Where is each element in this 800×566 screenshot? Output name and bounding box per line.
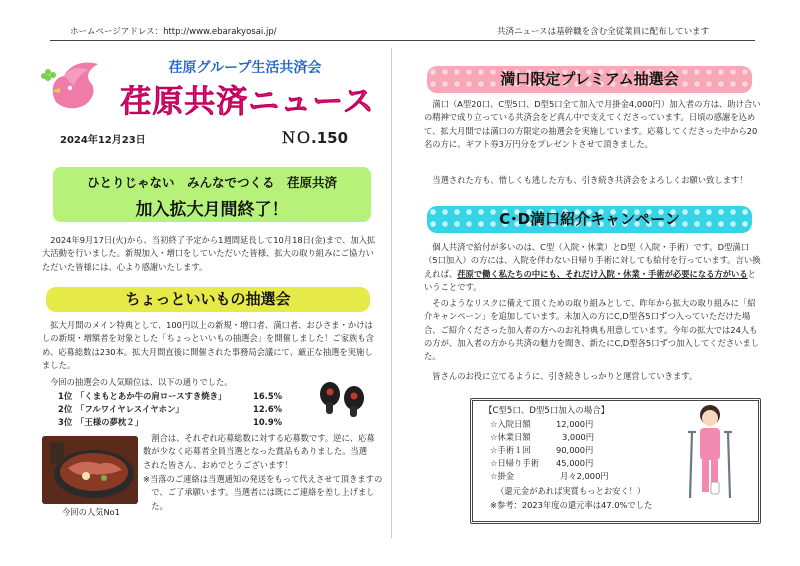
article2-notification-note: ※当落のご連絡は当選通知の発送をもって代えさせて頂きますので、ご了承願います。当選者には既にご連絡を差し上げました。 <box>143 474 383 511</box>
article4-campaign-text: そのようなリスクに備えて頂くための取り組みとして、昨年から拡大の取り組みに「紹介キャンペーン」を追加しています。未加入の方にC,D型各5口ずつ入っていただけた場合、ご紹介くださった加入者の方へのお礼特典も用意しています。今年の拡大では24人もの方が、加入者の方から共済の魅力を聞き、新たにC,D型各5口ずつ加入してくださいました。 <box>424 298 760 362</box>
prize-rank: 2位 <box>58 404 73 414</box>
benefit-row <box>490 470 650 483</box>
article2-body: 拡大月間のメイン特典として、100円以上の新規・増口者、満口者、おひさま・かけはしの新規・増額者を対象とした「ちょっといいもの抽選会」を開催しました！ご家族も含め、応募総数は230本。拡大月間直後に開催された事務局会議にて、厳正な抽選を実施しました。 <box>42 320 374 370</box>
benefit-row <box>490 431 650 444</box>
article1-banner-line2: 加入拡大月間終了！ <box>135 200 289 220</box>
benefit-value: 45,000円 <box>556 458 594 469</box>
header-divider <box>50 40 755 41</box>
prize-row <box>58 403 298 416</box>
benefit-value: 3,000円 <box>562 432 595 443</box>
refund-note: （還元金があれば実質もっとお安く！） <box>496 486 646 496</box>
prize-name: 「フルワイヤレスイヤホン」 <box>76 404 184 414</box>
benefit-label: ☆休業日額 <box>490 432 531 443</box>
refund-rate-reference: ※参考：2023年度の還元率は47.0%でした <box>490 500 653 510</box>
article1-banner-line1: ひとりじゃない みんなでつくる 荏原共済 <box>86 175 337 190</box>
column-divider <box>391 48 392 538</box>
article2-heading: ちょっといいもの抽選会 <box>46 287 370 312</box>
prize-ranking-list <box>58 390 298 429</box>
article4-body-text: 個人共済で給付が多いのは、C型（入院・休業）とD型（入院・手術）です。D型満口（5口加入）の方には、入院を伴わない日帰り手術に対しても給付を行っています。言い換えれば、 <box>424 242 761 279</box>
org-name: 荏原グループ生活共済会 <box>168 60 322 76</box>
benefit-box-title: 【C型5口、D型5口加入の場合】 <box>484 406 610 416</box>
benefit-row <box>490 444 650 457</box>
photo-caption: 今回の人気No1 <box>61 507 121 517</box>
article1-body: 2024年9月17日(火)から、当初終了予定から1週間延長して10月18日(金)まで、加入拡大活動を行いました。新規加入・増口をしていただいた皆様、拡大の取り組みにご協力いただいた皆様には、心より感謝いたします。 <box>42 235 376 272</box>
prize-row <box>58 390 298 403</box>
prize-row <box>58 416 298 429</box>
prize-percentage: 10.9% <box>253 417 283 427</box>
article3-closing: 当選された方も、惜しくも逃した方も、引き続き共済会をよろしくお願い致します！ <box>432 175 748 185</box>
crutches-patient-illustration <box>680 402 740 502</box>
prize-rank: 3位 <box>58 417 73 427</box>
popularity-intro: 今回の抽選会の人気順位は、以下の通りでした。 <box>50 377 233 387</box>
benefit-row <box>490 418 650 431</box>
benefit-value: 12,000円 <box>556 419 594 429</box>
article4-body <box>424 241 762 294</box>
article2-ratio-note: 割合は、それぞれ応募総数に対する応募数です。逆に、応募数が少なく応募者全員当選となった賞品もありました。当選された皆さん、おめでとうございます！ <box>143 433 375 470</box>
distribution-note: 共済ニュースは基幹職を含む全従業員に配布しています <box>497 27 710 37</box>
homepage-url: ホームページアドレス：http://www.ebarakyosai.jp/ <box>70 27 277 37</box>
prize-name: 「王様の夢枕２」 <box>76 417 143 427</box>
prize-name: 「くまもとあか牛の肩ロースすき焼き」 <box>76 391 227 401</box>
benefit-label: ☆手術１回 <box>490 445 531 456</box>
article3-heading: 満口限定プレミアム抽選会 <box>427 66 752 93</box>
article4-heading: C･D満口紹介キャンペーン <box>427 206 752 233</box>
wireless-earbuds-image <box>314 378 370 418</box>
benefit-list <box>490 418 650 483</box>
benefit-label: ☆日帰り手術 <box>490 458 539 469</box>
benefit-row <box>490 457 650 470</box>
article1-banner <box>53 167 371 222</box>
article4-emphasis: 荏原で働く私たちの中にも、それだけ入院・休業・手術が必要になる方がいる <box>457 268 748 279</box>
article3-body: 満口（A型20口、C型5口、D型5口全て加入で月掛金4,000円）加入者の方は、助け合いの精神で成り立っている共済会をど真ん中で支えてくださっています。日頃の感謝を込めて、拡大月間では満口の方限定の抽選会を実施しています。応募してくださった中から20名の方に、ギフト券3万円分をプレゼントさせて頂きました。 <box>424 99 761 149</box>
prize-percentage: 16.5% <box>253 391 283 401</box>
benefit-value: 月々2,000円 <box>560 471 609 482</box>
dove-logo-icon <box>40 58 110 118</box>
benefit-label: ☆掛金 <box>490 471 515 482</box>
article4-closing: 皆さんのお役に立てるように、引き続きしっかりと運営していきます。 <box>432 371 698 381</box>
issue-number: ＮＯ.150 <box>281 129 349 147</box>
newsletter-title: 荏原共済ニュース <box>120 84 375 120</box>
sukiyaki-photo <box>42 436 138 504</box>
benefit-label: ☆入院日額 <box>490 419 531 429</box>
article4-body-end: ということです。 <box>424 268 756 292</box>
benefit-value: 90,000円 <box>556 445 594 456</box>
issue-date: 2024年12月23日 <box>60 135 146 146</box>
prize-percentage: 12.6% <box>253 404 283 414</box>
prize-rank: 1位 <box>58 391 73 401</box>
